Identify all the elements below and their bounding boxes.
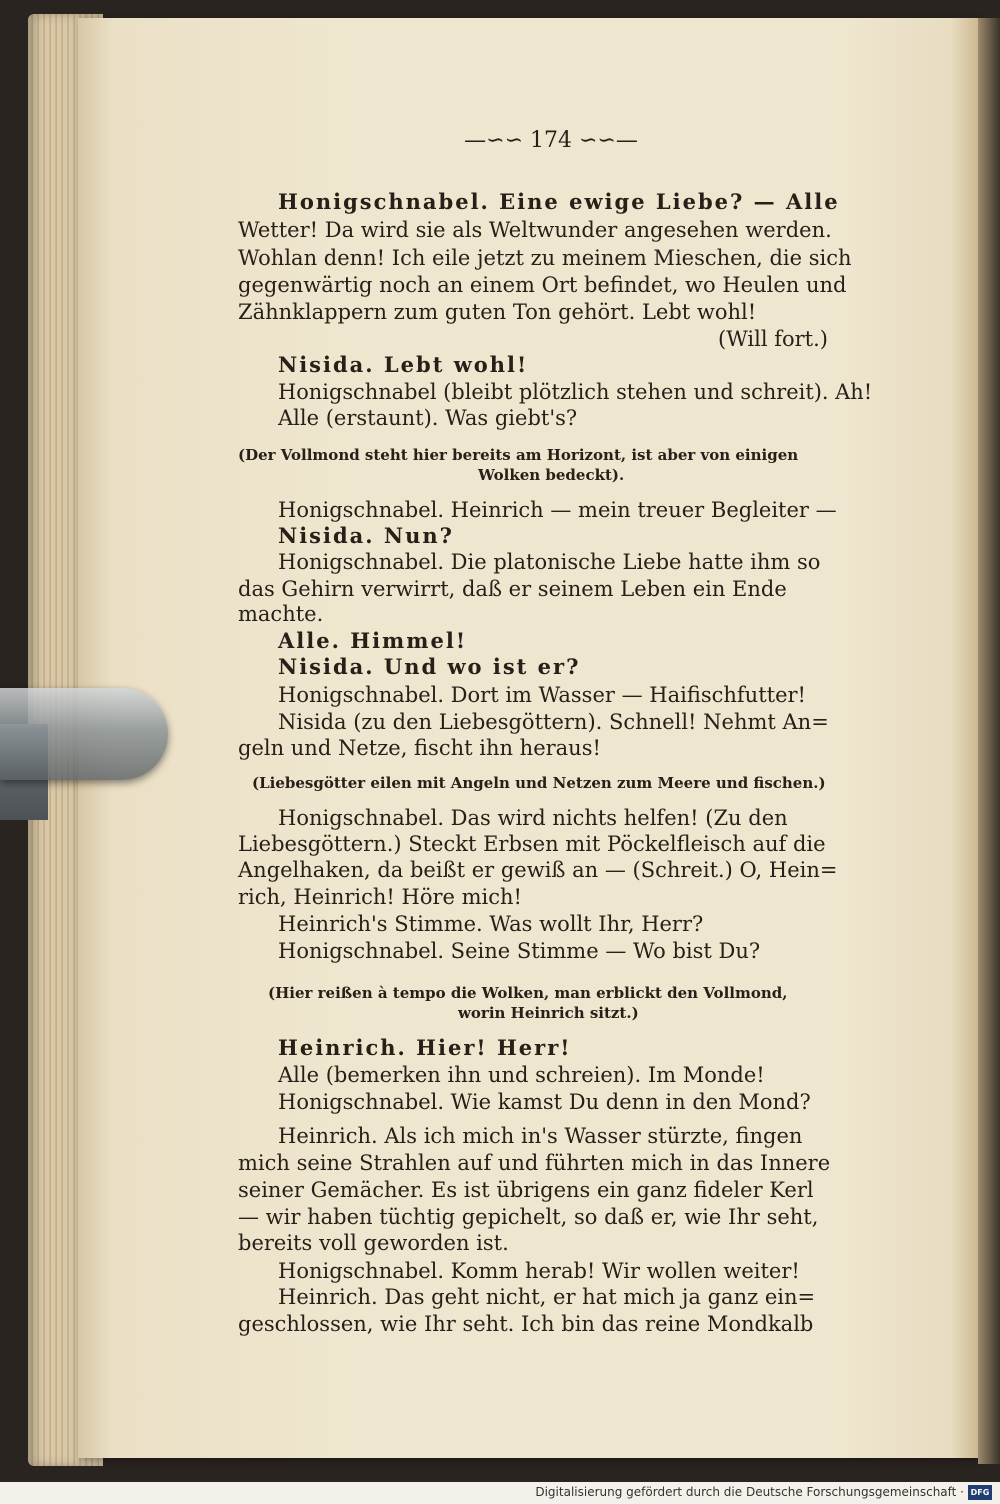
stage-direction: worin Heinrich sitzt.) xyxy=(458,1004,639,1022)
text-line: bereits voll geworden ist. xyxy=(238,1231,509,1255)
text-line: Liebesgöttern.) Steckt Erbsen mit Pöckelfleisch auf die xyxy=(238,832,826,856)
text-line: gegenwärtig noch an einem Ort befindet, wo Heulen und xyxy=(238,273,847,297)
text-line: Zähnklappern zum guten Ton gehört. Lebt wohl! xyxy=(238,300,757,324)
text-line: Nisida (zu den Liebesgöttern). Schnell! Nehmt An= xyxy=(278,710,829,734)
text-line: Honigschnabel. Seine Stimme — Wo bist Du? xyxy=(278,939,761,963)
text-line: machte. xyxy=(238,602,324,626)
text-line: Nisida. Nun? xyxy=(278,523,454,548)
text-line: Honigschnabel. Dort im Wasser — Haifischfutter! xyxy=(278,683,806,707)
text-line: — wir haben tüchtig gepichelt, so daß er, wie Ihr seht, xyxy=(238,1205,819,1229)
text-line: Wetter! Da wird sie als Weltwunder angesehen werden. xyxy=(238,218,832,242)
text-line: Honigschnabel. Das wird nichts helfen! (Zu den xyxy=(278,806,788,830)
text-line: Alle (erstaunt). Was giebt's? xyxy=(278,406,578,430)
stage-direction: (Der Vollmond steht hier bereits am Horizont, ist aber von einigen xyxy=(238,446,799,464)
text-line: das Gehirn verwirrt, daß er seinem Leben ein Ende xyxy=(238,577,787,601)
stage-direction: Wolken bedeckt). xyxy=(478,466,625,484)
text-line: seiner Gemächer. Es ist übrigens ein ganz fideler Kerl xyxy=(238,1178,814,1202)
text-line: mich seine Strahlen auf und führten mich in das Innere xyxy=(238,1151,831,1175)
text-line: Heinrich. Hier! Herr! xyxy=(278,1035,572,1060)
text-line: Alle. Himmel! xyxy=(278,628,468,653)
text-line: Honigschnabel. Die platonische Liebe hatte ihm so xyxy=(278,550,821,574)
page-number: —∽∽ 174 ∽∽— xyxy=(464,128,638,153)
text-line: Honigschnabel. Eine ewige Liebe? — Alle xyxy=(278,189,840,214)
text-line: Wohlan denn! Ich eile jetzt zu meinem Mieschen, die sich xyxy=(238,246,852,270)
text-line: Honigschnabel. Wie kamst Du denn in den Mond? xyxy=(278,1090,811,1114)
text-line: Angelhaken, da beißt er gewiß an — (Schreit.) O, Hein= xyxy=(238,858,838,882)
stage-direction: (Liebesgötter eilen mit Angeln und Netzen zum Meere und fischen.) xyxy=(252,774,826,792)
footer-credit: Digitalisierung gefördert durch die Deutsche Forschungsgemeinschaft · xyxy=(535,1485,964,1499)
text-line: geschlossen, wie Ihr seht. Ich bin das reine Mondkalb xyxy=(238,1312,814,1336)
text-line: Heinrich. Als ich mich in's Wasser stürzte, fingen xyxy=(278,1124,803,1148)
stage-direction: (Hier reißen à tempo die Wolken, man erblickt den Vollmond, xyxy=(268,984,788,1002)
text-line: geln und Netze, fischt ihn heraus! xyxy=(238,736,601,760)
text-line: Nisida. Lebt wohl! xyxy=(278,352,529,377)
text-line: Alle (bemerken ihn und schreien). Im Monde! xyxy=(278,1063,765,1087)
text-line: Honigschnabel (bleibt plötzlich stehen und schreit). Ah! xyxy=(278,380,873,404)
dfg-logo: DFG xyxy=(968,1485,992,1500)
text-line: Honigschnabel. Komm herab! Wir wollen weiter! xyxy=(278,1259,800,1283)
text-line: Heinrich. Das geht nicht, er hat mich ja ganz ein= xyxy=(278,1285,816,1309)
text-line: rich, Heinrich! Höre mich! xyxy=(238,885,522,909)
text-line: Honigschnabel. Heinrich — mein treuer Begleiter — xyxy=(278,498,837,522)
stage-direction: (Will fort.) xyxy=(718,327,828,351)
text-line: Heinrich's Stimme. Was wollt Ihr, Herr? xyxy=(278,912,704,936)
text-line: Nisida. Und wo ist er? xyxy=(278,654,581,679)
